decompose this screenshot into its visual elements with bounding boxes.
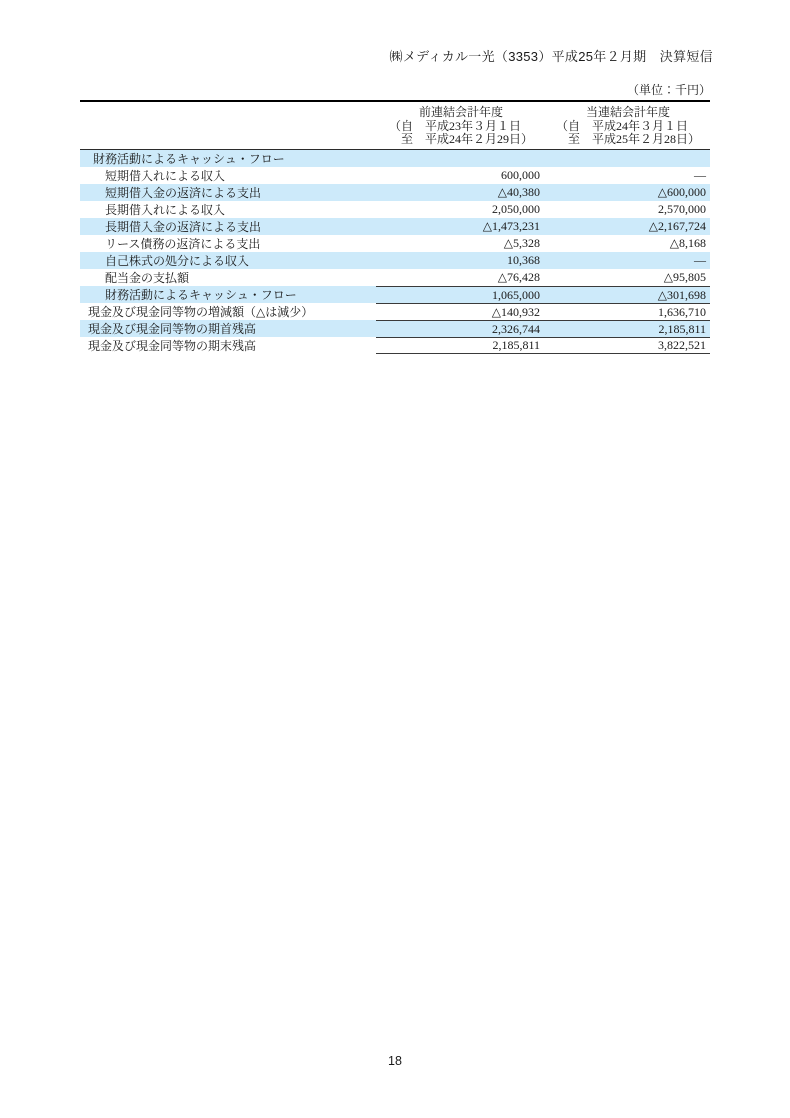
prev-value-cell: △76,428 bbox=[497, 270, 540, 284]
row-label: 現金及び現金同等物の期首残高 bbox=[88, 322, 257, 336]
column-title: 前連結会計年度 bbox=[418, 105, 503, 119]
row-label: 現金及び現金同等物の増減額（△は減少） bbox=[88, 305, 314, 319]
table-row-financing-cf-section bbox=[80, 150, 710, 167]
prev-value-cell: 10,368 bbox=[507, 253, 540, 267]
curr-value-cell: ― bbox=[694, 168, 706, 182]
row-label: 財務活動によるキャッシュ・フロー bbox=[93, 152, 285, 166]
curr-value-cell: △8,168 bbox=[669, 236, 706, 250]
curr-value-cell: 2,185,811 bbox=[658, 321, 706, 336]
page-number: 18 bbox=[388, 1054, 402, 1068]
prev-value-cell: 1,065,000 bbox=[492, 287, 540, 302]
period-from: （自 平成23年３月１日 bbox=[388, 118, 521, 133]
column-header-previous-year bbox=[376, 106, 546, 149]
row-label: 財務活動によるキャッシュ・フロー bbox=[105, 288, 297, 302]
table-row-cash-ending-balance bbox=[80, 337, 710, 354]
table-row-financing-cf-subtotal bbox=[80, 286, 710, 303]
prev-value-cell: 2,326,744 bbox=[492, 321, 540, 336]
header-label-spacer bbox=[80, 106, 376, 149]
prev-value-cell: 2,185,811 bbox=[492, 338, 540, 352]
table-row-net-change-in-cash bbox=[80, 303, 710, 320]
curr-value-cell: ― bbox=[694, 253, 706, 267]
column-title: 当連結会計年度 bbox=[585, 105, 670, 119]
curr-value-cell: △301,698 bbox=[657, 287, 706, 302]
row-label: 配当金の支払額 bbox=[105, 271, 190, 285]
curr-value-cell: 3,822,521 bbox=[658, 338, 706, 352]
column-header-current-year bbox=[546, 106, 710, 149]
curr-value-cell: 1,636,710 bbox=[658, 304, 706, 319]
table-row-dividends-paid bbox=[80, 269, 710, 286]
prev-value-cell: △5,328 bbox=[503, 236, 540, 250]
prev-value-cell: △140,932 bbox=[491, 304, 540, 319]
column-period bbox=[389, 120, 533, 147]
prev-value-cell bbox=[376, 150, 546, 167]
column-period bbox=[556, 120, 700, 147]
period-from: （自 平成24年３月１日 bbox=[555, 118, 688, 133]
curr-value-cell: △2,167,724 bbox=[648, 219, 706, 233]
table-row-treasury-stock-disposal-proceeds bbox=[80, 252, 710, 269]
prev-value-cell: 600,000 bbox=[501, 168, 540, 182]
row-label: 短期借入金の返済による支出 bbox=[105, 186, 262, 200]
table-row-short-term-borrowing-proceeds bbox=[80, 167, 710, 184]
period-to: 至 平成24年２月29日） bbox=[388, 132, 533, 146]
row-label: 現金及び現金同等物の期末残高 bbox=[88, 339, 257, 353]
curr-value-cell: △95,805 bbox=[663, 270, 706, 284]
table-header-row bbox=[80, 102, 710, 150]
row-label: 自己株式の処分による収入 bbox=[105, 254, 250, 268]
table-row-lease-obligation-repayments bbox=[80, 235, 710, 252]
row-label: 短期借入れによる収入 bbox=[105, 169, 226, 183]
curr-value-cell bbox=[546, 150, 710, 167]
prev-value-cell: 2,050,000 bbox=[492, 202, 540, 216]
table-row-cash-beginning-balance bbox=[80, 320, 710, 337]
cashflow-table bbox=[80, 100, 710, 354]
row-label: 長期借入金の返済による支出 bbox=[105, 220, 262, 234]
prev-value-cell: △40,380 bbox=[497, 185, 540, 199]
curr-value-cell: 2,570,000 bbox=[658, 202, 706, 216]
row-label: 長期借入れによる収入 bbox=[105, 203, 226, 217]
table-row-short-term-borrowing-repayments bbox=[80, 184, 710, 201]
table-row-long-term-borrowing-proceeds bbox=[80, 201, 710, 218]
curr-value-cell: △600,000 bbox=[657, 185, 706, 199]
row-label: リース債務の返済による支出 bbox=[105, 237, 261, 251]
prev-value-cell: △1,473,231 bbox=[482, 219, 540, 233]
document-header-title: ㈱メディカル一光（3353）平成25年２月期 決算短信 bbox=[389, 49, 713, 64]
period-to: 至 平成25年２月28日） bbox=[555, 132, 700, 146]
unit-note: （単位：千円） bbox=[626, 83, 711, 97]
table-row-long-term-borrowing-repayments bbox=[80, 218, 710, 235]
